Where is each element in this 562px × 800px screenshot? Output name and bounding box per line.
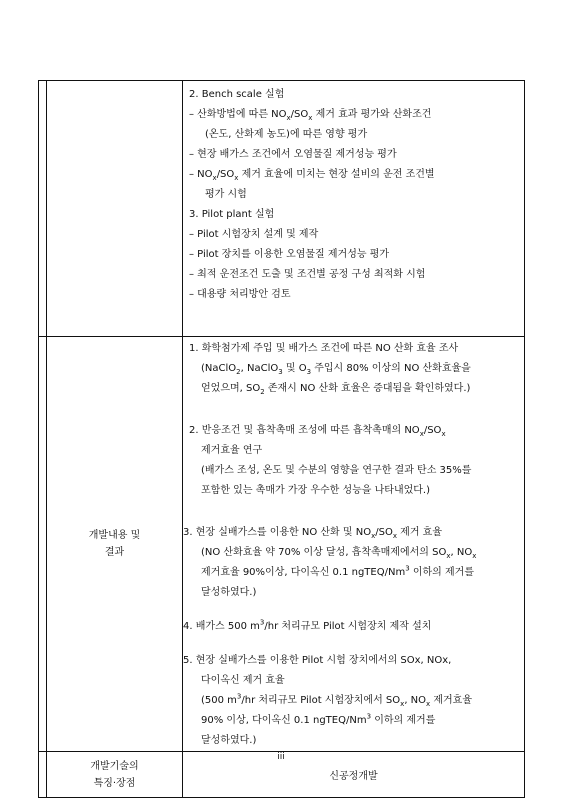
features-label-line2: 특징·장점 <box>93 777 136 789</box>
list-item: – 산화방법에 따른 $NO_x/SO_x$ 제거 효과 평가와 산화조건 <box>189 109 432 122</box>
list-item: – $NO_x/SO_x$ 제거 효율에 미치는 현장 설비의 운전 조건별 <box>189 169 435 182</box>
list-item: – Pilot 장치를 이용한 오염물질 제거성능 평가 <box>189 249 390 260</box>
table-row-results <box>39 337 525 752</box>
left-margin-cell <box>39 81 47 337</box>
result-item-head: 1. 화학첨가제 주입 및 배가스 조건에 따른 NO 산화 효율 조사 <box>189 343 459 354</box>
result-item-body: 다이옥신 제거 효율 <box>201 675 285 686</box>
results-label-cell <box>47 337 183 752</box>
result-item-body: (NaClO$_2$, NaClO$_3$ 및 $O_3$ 주입시 80% 이상의 NO 산화효율을 <box>201 363 471 376</box>
results-label-line2: 결과 <box>104 547 125 558</box>
result-item-body: 포함한 있는 촉매가 가장 우수한 성능을 나타내었다.) <box>201 485 431 496</box>
result-item-body: 얻었으며, $SO_2$ 존재시 NO 산화 효율은 증대됨을 확인하였다.) <box>201 383 471 396</box>
list-item: – Pilot 시험장치 설계 및 제작 <box>189 229 319 240</box>
plan-content-cell <box>183 81 525 337</box>
features-label-line1: 개발기술의 <box>90 760 139 772</box>
result-item-head: 3. 현장 실배가스를 이용한 NO 산화 및 $NO_x/SO_x$ 제거 효율 <box>183 527 442 540</box>
list-item: (온도, 산화제 농도)에 따른 영향 평가 <box>205 129 368 140</box>
result-item-body: 제거효율 연구 <box>201 445 263 456</box>
result-item-body: (배가스 조성, 온도 및 수분의 영향을 연구한 결과 탄소 35%를 <box>201 465 472 476</box>
report-table <box>38 80 525 798</box>
result-item-head: 2. 반응조건 및 흡착촉매 조성에 따른 흡착촉매의 $NO_x/SO_x$ <box>189 425 446 438</box>
left-margin-cell <box>39 337 47 752</box>
results-label-line1: 개발내용 및 <box>88 530 141 541</box>
result-item-body: (500 $m^3/hr$ 처리규모 Pilot 시험장치에서 $SO_x$, $NO_x$ 제거효율 <box>201 692 473 708</box>
result-item-body: 90% 이상, 다이옥신 0.1 ngTEQ/Nm$^3$ 이하의 제거를 <box>201 712 436 726</box>
page-number: iii <box>277 752 285 762</box>
list-item: 2. Bench scale 실험 <box>189 89 285 100</box>
list-item: 3. Pilot plant 실험 <box>189 209 275 220</box>
results-content-cell <box>183 337 525 752</box>
result-item-body: (NO 산화효율 약 70% 이상 달성, 흡착촉매제에서의 $SO_x$, $NO_x$ <box>201 547 477 560</box>
result-item-body: 달성하였다.) <box>201 587 257 598</box>
result-item-head: 4. 배가스 500 $m^3/hr$ 처리규모 Pilot 시험장치 제작 설치 <box>183 618 432 632</box>
list-item: – 최적 운전조건 도출 및 조건별 공정 구성 최적화 시험 <box>189 269 426 280</box>
result-item-body: 제거효율 90%이상, 다이옥신 0.1 ngTEQ/Nm$^3$ 이하의 제거를 <box>201 564 474 578</box>
list-item: 평가 시험 <box>205 189 247 200</box>
features-value: 신공정개발 <box>329 771 378 782</box>
label-cell-empty <box>47 81 183 337</box>
list-item: – 대용량 처리방안 검토 <box>189 289 291 300</box>
list-item: – 현장 배가스 조건에서 오염물질 제거성능 평가 <box>189 149 397 160</box>
result-item-body: 달성하였다.) <box>201 735 257 746</box>
table-row-plan <box>39 81 525 337</box>
result-item-head: 5. 현장 실배가스를 이용한 Pilot 시험 장치에서의 SOx, NOx, <box>183 655 452 666</box>
